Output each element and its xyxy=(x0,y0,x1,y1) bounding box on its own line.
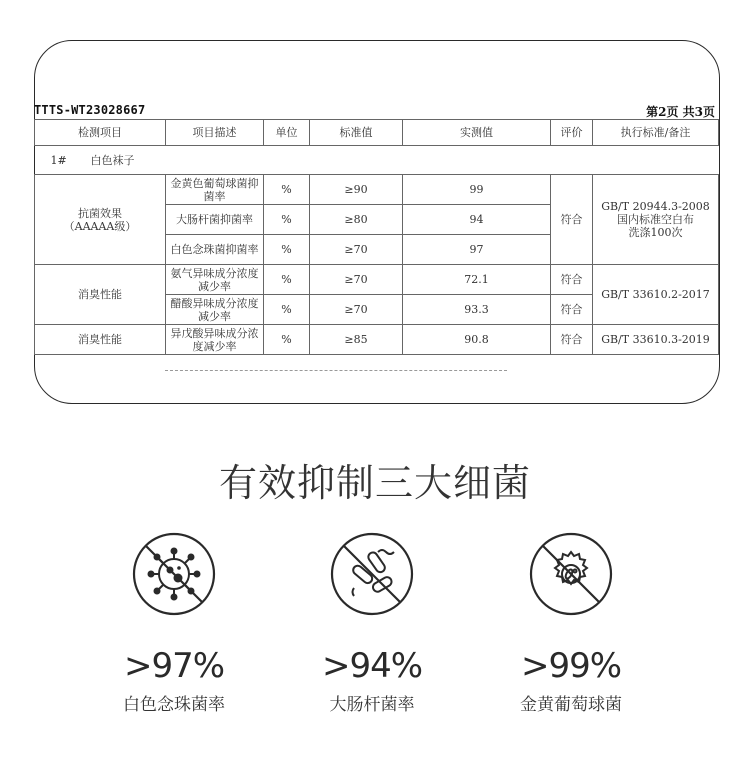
unit: % xyxy=(264,265,310,295)
stat-item xyxy=(84,530,264,715)
standard-value: ≥80 xyxy=(310,205,403,235)
stat-value: >97% xyxy=(123,646,225,686)
item-description: 白色念珠菌抑菌率 xyxy=(166,235,264,265)
divider xyxy=(165,370,507,371)
column-header: 单位 xyxy=(264,120,310,146)
evaluation: 符合 xyxy=(551,295,593,325)
unit: % xyxy=(264,295,310,325)
sample-row xyxy=(35,146,719,175)
headline: 有效抑制三大细菌 xyxy=(218,461,531,505)
sample-cell xyxy=(35,146,719,175)
item-description: 异戊酸异味成分浓度减少率 xyxy=(166,325,264,355)
measured-value: 93.3 xyxy=(403,295,551,325)
measured-value: 99 xyxy=(403,175,551,205)
stat-label: 大肠杆菌率 xyxy=(329,695,415,715)
item-description: 大肠杆菌抑菌率 xyxy=(166,205,264,235)
test-item-cell xyxy=(35,175,166,265)
gear-germ-blocked-icon xyxy=(527,530,615,618)
item-description: 氨气异味成分浓度减少率 xyxy=(166,265,264,295)
stat-label: 金黄葡萄球菌 xyxy=(520,695,622,715)
sample-number: 1# xyxy=(50,153,67,167)
column-header: 执行标准/备注 xyxy=(593,120,719,146)
unit: % xyxy=(264,325,310,355)
standard-value: ≥85 xyxy=(310,325,403,355)
page-number: 第2页 共3页 xyxy=(646,105,715,119)
evaluation: 符合 xyxy=(551,325,593,355)
stat-item xyxy=(282,530,462,715)
standard-value: ≥70 xyxy=(310,265,403,295)
unit: % xyxy=(264,235,310,265)
column-header: 项目描述 xyxy=(166,120,264,146)
stat-value: >94% xyxy=(321,646,423,686)
stat-value: >99% xyxy=(520,646,622,686)
standard-note-cell xyxy=(593,175,719,265)
standard-value: ≥70 xyxy=(310,235,403,265)
standard-value: ≥70 xyxy=(310,295,403,325)
test-item-grade: （AAAAA级） xyxy=(63,219,137,233)
table-header-row xyxy=(35,120,719,146)
unit: % xyxy=(264,175,310,205)
standard-note: 国内标准空白布 xyxy=(617,213,694,226)
table-row xyxy=(35,265,719,295)
bacteria-blocked-icon xyxy=(328,530,416,618)
measured-value: 72.1 xyxy=(403,265,551,295)
sample-name: 白色袜子 xyxy=(90,153,135,167)
item-description: 醋酸异味成分浓度减少率 xyxy=(166,295,264,325)
item-description: 金黄色葡萄球菌抑菌率 xyxy=(166,175,264,205)
column-header: 评价 xyxy=(551,120,593,146)
stat-label: 白色念珠菌率 xyxy=(123,695,225,715)
test-item: 消臭性能 xyxy=(35,265,166,325)
standard-code: GB/T 20944.3-2008 xyxy=(601,200,710,213)
measured-value: 90.8 xyxy=(403,325,551,355)
column-header: 检测项目 xyxy=(35,120,166,146)
column-header: 标准值 xyxy=(310,120,403,146)
evaluation: 符合 xyxy=(551,265,593,295)
standard-value: ≥90 xyxy=(310,175,403,205)
virus-blocked-icon xyxy=(130,530,218,618)
table-row xyxy=(35,325,719,355)
evaluation: 符合 xyxy=(551,175,593,265)
stat-item xyxy=(481,530,661,715)
standard-note: 洗涤100次 xyxy=(628,226,683,239)
table-row xyxy=(35,175,719,205)
standard-code: GB/T 33610.2-2017 xyxy=(593,265,719,325)
test-item: 抗菌效果 xyxy=(78,206,122,220)
test-item: 消臭性能 xyxy=(35,325,166,355)
report-id: TTTS-WT23028667 xyxy=(34,103,146,117)
standard-code: GB/T 33610.3-2019 xyxy=(593,325,719,355)
unit: % xyxy=(264,205,310,235)
measured-value: 94 xyxy=(403,205,551,235)
column-header: 实测值 xyxy=(403,120,551,146)
test-report-table xyxy=(34,119,719,355)
measured-value: 97 xyxy=(403,235,551,265)
